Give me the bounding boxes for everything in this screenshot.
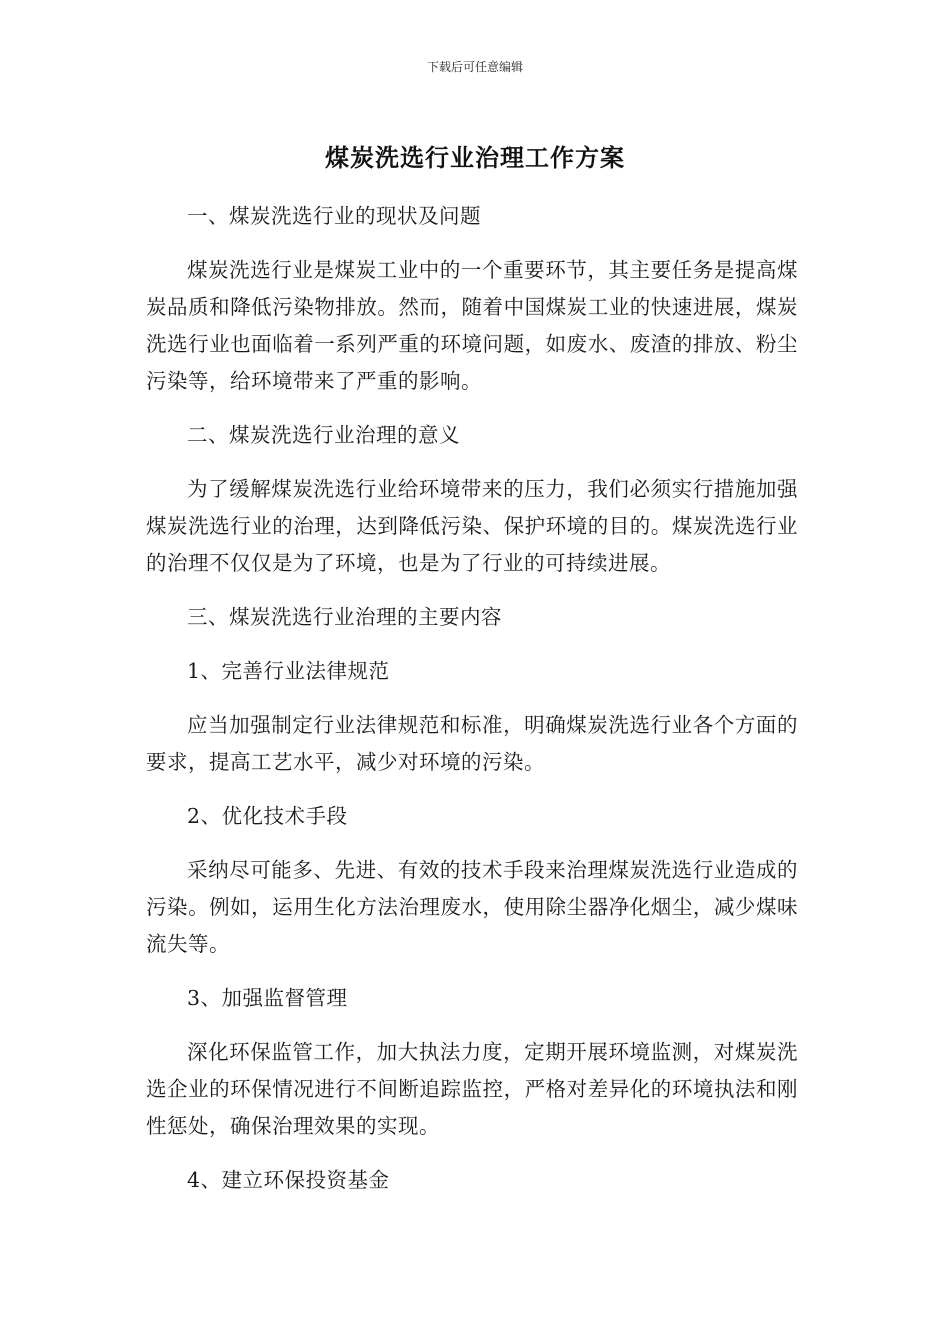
- subsection-heading-1: 1、完善行业法律规范: [187, 659, 390, 683]
- section-heading-2: 二、煤炭洗选行业治理的意义: [187, 423, 460, 447]
- section-heading-1: 一、煤炭洗选行业的现状及问题: [187, 204, 481, 228]
- subsection-heading-4: 4、建立环保投资基金: [187, 1168, 390, 1192]
- section-heading-3: 三、煤炭洗选行业治理的主要内容: [187, 605, 502, 629]
- paragraph-2: 为了缓解煤炭洗选行业给环境带来的压力，我们必须实行措施加强煤炭洗选行业的治理，达到降低污染、保护环境的目的。煤炭洗选行业的治理不仅仅是为了环境，也是为了行业的可持续进展。: [146, 477, 798, 575]
- paragraph-5: 深化环保监管工作，加大执法力度，定期开展环境监测，对煤炭洗选企业的环保情况进行不间断追踪监控，严格对差异化的环境执法和刚性惩处，确保治理效果的实现。: [146, 1040, 798, 1138]
- subsection-heading-3: 3、加强监督管理: [187, 986, 348, 1010]
- document-body: [146, 198, 798, 1216]
- paragraph-1: 煤炭洗选行业是煤炭工业中的一个重要环节，其主要任务是提高煤炭品质和降低污染物排放。然而，随着中国煤炭工业的快速进展，煤炭洗选行业也面临着一系列严重的环境问题，如废水、废渣的排放、粉尘污染等，给环境带来了严重的影响。: [146, 258, 798, 393]
- paragraph-3: 应当加强制定行业法律规范和标准，明确煤炭洗选行业各个方面的要求，提高工艺水平，减少对环境的污染。: [146, 713, 798, 774]
- paragraph-4: 采纳尽可能多、先进、有效的技术手段来治理煤炭洗选行业造成的污染。例如，运用生化方法治理废水，使用除尘器净化烟尘，减少煤味流失等。: [146, 858, 798, 956]
- document-title: 煤炭洗选行业治理工作方案: [325, 144, 625, 172]
- subsection-heading-2: 2、优化技术手段: [187, 804, 348, 828]
- header-note: 下载后可任意编辑: [426, 60, 523, 74]
